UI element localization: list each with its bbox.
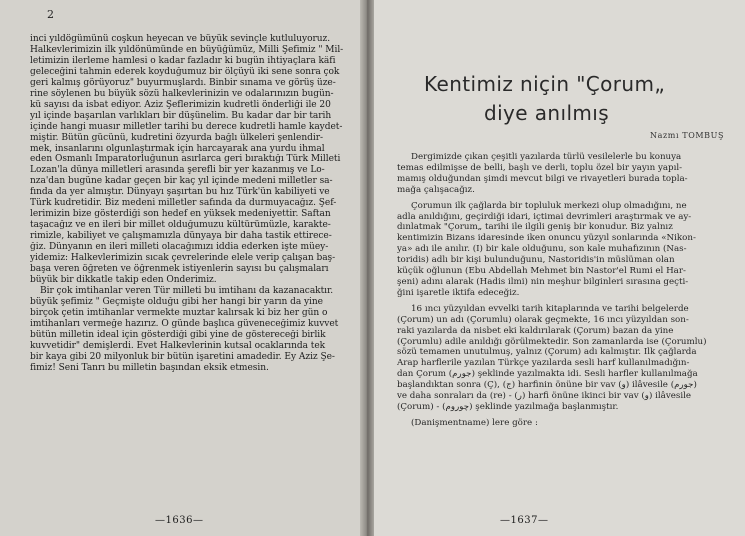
paragraph bbox=[397, 304, 715, 413]
text-line: ğiz. Dünyanın en ileri milleti olacağımızı iddia ederken işte müey- bbox=[30, 242, 329, 253]
text-line: bir kaya gibi 20 milyonluk bir bütün işaretini amadedir. Ey Aziz Şe- bbox=[30, 351, 335, 362]
text-line: (Çorumlu) adile anıldığı görülmektedir. Son zamanlarda ise (Çorumlu) bbox=[397, 336, 707, 347]
paragraph bbox=[397, 418, 715, 429]
text-line: dınlatmak "Çorum„ tarihi ile ilgili geniş bir konudur. Biz yalnız bbox=[397, 222, 673, 233]
text-line: içinde hangi muasır milletler tarihi bu derece kudretli hamle kaydet- bbox=[30, 121, 343, 132]
text-line: Halkevlerimizin ilk yıldönümünde en büyüğümüz, Milli Şefimiz " Mil- bbox=[30, 44, 344, 55]
left-page-text bbox=[30, 34, 358, 374]
text-line: raki yazılarda da nisbet eki kaldırılarak (Çorum) bazan da yine bbox=[397, 325, 674, 336]
text-line: sözü temamen unutulmuş, yalnız (Çorum) adı kalmıştır. İlk çağlarda bbox=[397, 347, 697, 358]
text-line: (Çorum) - (چوروم) şeklinde yazılmağa başlanmıştır. bbox=[397, 401, 619, 412]
text-line: büyük bir dikkatle takip eden Önderimiz. bbox=[30, 274, 217, 285]
article-author: Nazmı TOMBUŞ bbox=[650, 131, 725, 140]
text-line: Bir çok imtihanlar veren Tür milleti bu imtihanı da kazanacaktır. bbox=[40, 285, 334, 296]
right-page-text bbox=[397, 152, 715, 434]
text-line: (Çorum) un adı (Çorumlu) olarak geçmekte, 16 ıncı yüzyıldan son- bbox=[397, 314, 689, 325]
text-line: yidemiz: Halkevlerimizin sıcak çevrelerinde elele verip çalışan baş- bbox=[30, 253, 336, 264]
text-line: Dergimizde çıkan çeşitli yazılarda türlü vesilelerle bu konuya bbox=[411, 152, 682, 162]
text-line: fında da yer almıştır. Dünyayı şaşırtan bu hız Türk'ün kabiliyeti ve bbox=[30, 187, 330, 198]
text-line: kentimizin Bizans idaresinde iken onuncu yüzyıl sonlarında «Nikon- bbox=[397, 233, 696, 244]
text-line: geleceğini tahmin ederek koyduğumuz bir ölçüyü iki sene sonra çok bbox=[30, 66, 340, 77]
text-line: miştir. Bütün gücünü, kudretini özyurda bağlı ülkeleri şenlendir- bbox=[30, 132, 323, 143]
text-line: temas edilmişse de belli, başlı ve derli, toplu özel bir yayın yapıl- bbox=[397, 162, 683, 173]
right-page-footer: —1637— bbox=[500, 515, 549, 526]
text-line: rine söylenen bu büyük sözü halkevlerinizin ve odalarınızın bugün- bbox=[30, 88, 334, 99]
text-line: Arap harflerile yazılan Türkçe yazılarda sesli harf kullanılmadığın- bbox=[397, 358, 690, 369]
text-line: rimizle, kabiliyet ve çalışmamızla dünyaya bir daha tastik ettirece- bbox=[30, 231, 332, 242]
text-line: 16 ıncı yüzyıldan evvelki tarih kitaplarında ve tarihi belgelerde bbox=[411, 303, 689, 314]
article-title-line1: Kentimiz niçin "Çorum„ bbox=[424, 72, 666, 96]
text-line: Çorumun ilk çağlarda bir topluluk merkezi olup olmadığını, ne bbox=[411, 200, 687, 211]
text-line: fimiz! Seni Tanrı bu milletin başından eksik etmesin. bbox=[30, 362, 269, 373]
text-line: büyük şefimiz " Geçmişte olduğu gibi her hangi bir yarın da yine bbox=[30, 296, 323, 307]
text-line: yıl içinde başarılan varlıkları bir düşünelim. Bu kadar dar bir tarih bbox=[30, 110, 332, 121]
left-page-footer: —1636— bbox=[155, 515, 204, 526]
text-line: kuvvetidir" demişlerdi. Evet Halkevlerinin kutsal ocaklarında tek bbox=[30, 340, 326, 351]
text-line: taşacağız ve en ileri bir millet olduğumuzu kültürümüzle, karakte- bbox=[30, 220, 331, 231]
text-line: Türk kudretidir. Biz medeni milletler safında da durmuyacağız. Şef- bbox=[30, 198, 337, 209]
text-line: toridis) adlı bir kişi bulunduğunu, Nastoridis'in müslüman olan bbox=[397, 255, 675, 266]
text-line: inci yıldögümünü coşkun heyecan ve büyük sevinçle kutluluyoruz. bbox=[30, 34, 331, 44]
text-line: imtihanları vermeğe hazırız. O günde başlıca güveneceğimiz kuvvet bbox=[30, 318, 339, 329]
paragraph bbox=[397, 201, 715, 299]
article-title-line2: diye anılmış bbox=[484, 101, 610, 125]
text-line: birçok çetin imtihanlar vermekte muztar kalırsak ki biz her gün o bbox=[30, 307, 328, 318]
page-number: 2 bbox=[47, 8, 54, 21]
text-line: lerimizin bize gösterdiği son hedef en yüksek medeniyettir. Saftan bbox=[30, 209, 331, 220]
text-line: bütün milletin ideal için gösterdiği gibi yine de göstereceği birlik bbox=[30, 329, 326, 340]
text-line: başa veren öğreten ve öğrenmek istiyenlerin sayısı bu çalışmaları bbox=[30, 264, 329, 275]
text-line: nza'dan bugüne kadar geçen bir kaç yıl içinde medeni milletler sa- bbox=[30, 176, 333, 187]
text-line: şeni) adını alarak (Hadis ilmi) nin meşhur bilginleri sırasına geçti- bbox=[397, 276, 689, 287]
text-line: eden Osmanlı İmparatorluğunun asırlarca geri bıraktığı Türk Milleti bbox=[30, 154, 341, 165]
text-line: mek, insanlarını olgunlaştırmak için harcayarak ana yurdu ihmal bbox=[30, 143, 325, 154]
text-line: geri kalmış görüyoruz" buyurmuşlardı. Binbir sınama ve görüş üze- bbox=[30, 77, 336, 88]
text-line: (Danişmentname) lere göre : bbox=[411, 417, 538, 428]
text-line: mağa çalışacağız. bbox=[397, 184, 475, 195]
text-line: ve daha sonraları da (re) - (ر) harfi önüne ikinci bir vav (و) ilâvesile bbox=[397, 391, 692, 402]
paragraph bbox=[397, 152, 715, 196]
text-line: ğini işaretle iktifa edeceğiz. bbox=[397, 287, 520, 298]
text-line: ya» adı ile anılır. (I) bir kale olduğunu, son kale muhafızının (Nas- bbox=[397, 244, 687, 255]
text-line: letimizin ilerleme hamlesi o kadar fazladır ki bugün ihtiyaçlara kâfi bbox=[30, 55, 336, 66]
text-line: mamış olduğundan şimdi mevcut bilgi ve rivayetleri burada topla- bbox=[397, 173, 688, 184]
text-line: başlandıktan sonra (Ç), (ج) harfinin önüne bir vav (و) ilâvesile (جورم) bbox=[397, 380, 697, 391]
text-line: Lozan'la dünya milletleri arasında şerefli bir yer kazanmış ve Lo- bbox=[30, 165, 325, 176]
text-line: adla anıldığını, geçirdiği idari, içtimai devrimleri araştırmak ve ay- bbox=[397, 211, 692, 222]
book-gutter bbox=[360, 0, 374, 536]
text-line: dan Çorum (جورم) şeklinde yazılmakta idi. Sesli harfler kullanılmağa bbox=[397, 369, 698, 380]
text-line: küçük oğlunun (Ebu Abdellah Mehmet bin Nastor'el Rumi el Har- bbox=[397, 266, 686, 277]
text-line: kü sayısı da isbat ediyor. Aziz Şeflerimizin kudretli önderliği ile 20 bbox=[30, 99, 331, 110]
